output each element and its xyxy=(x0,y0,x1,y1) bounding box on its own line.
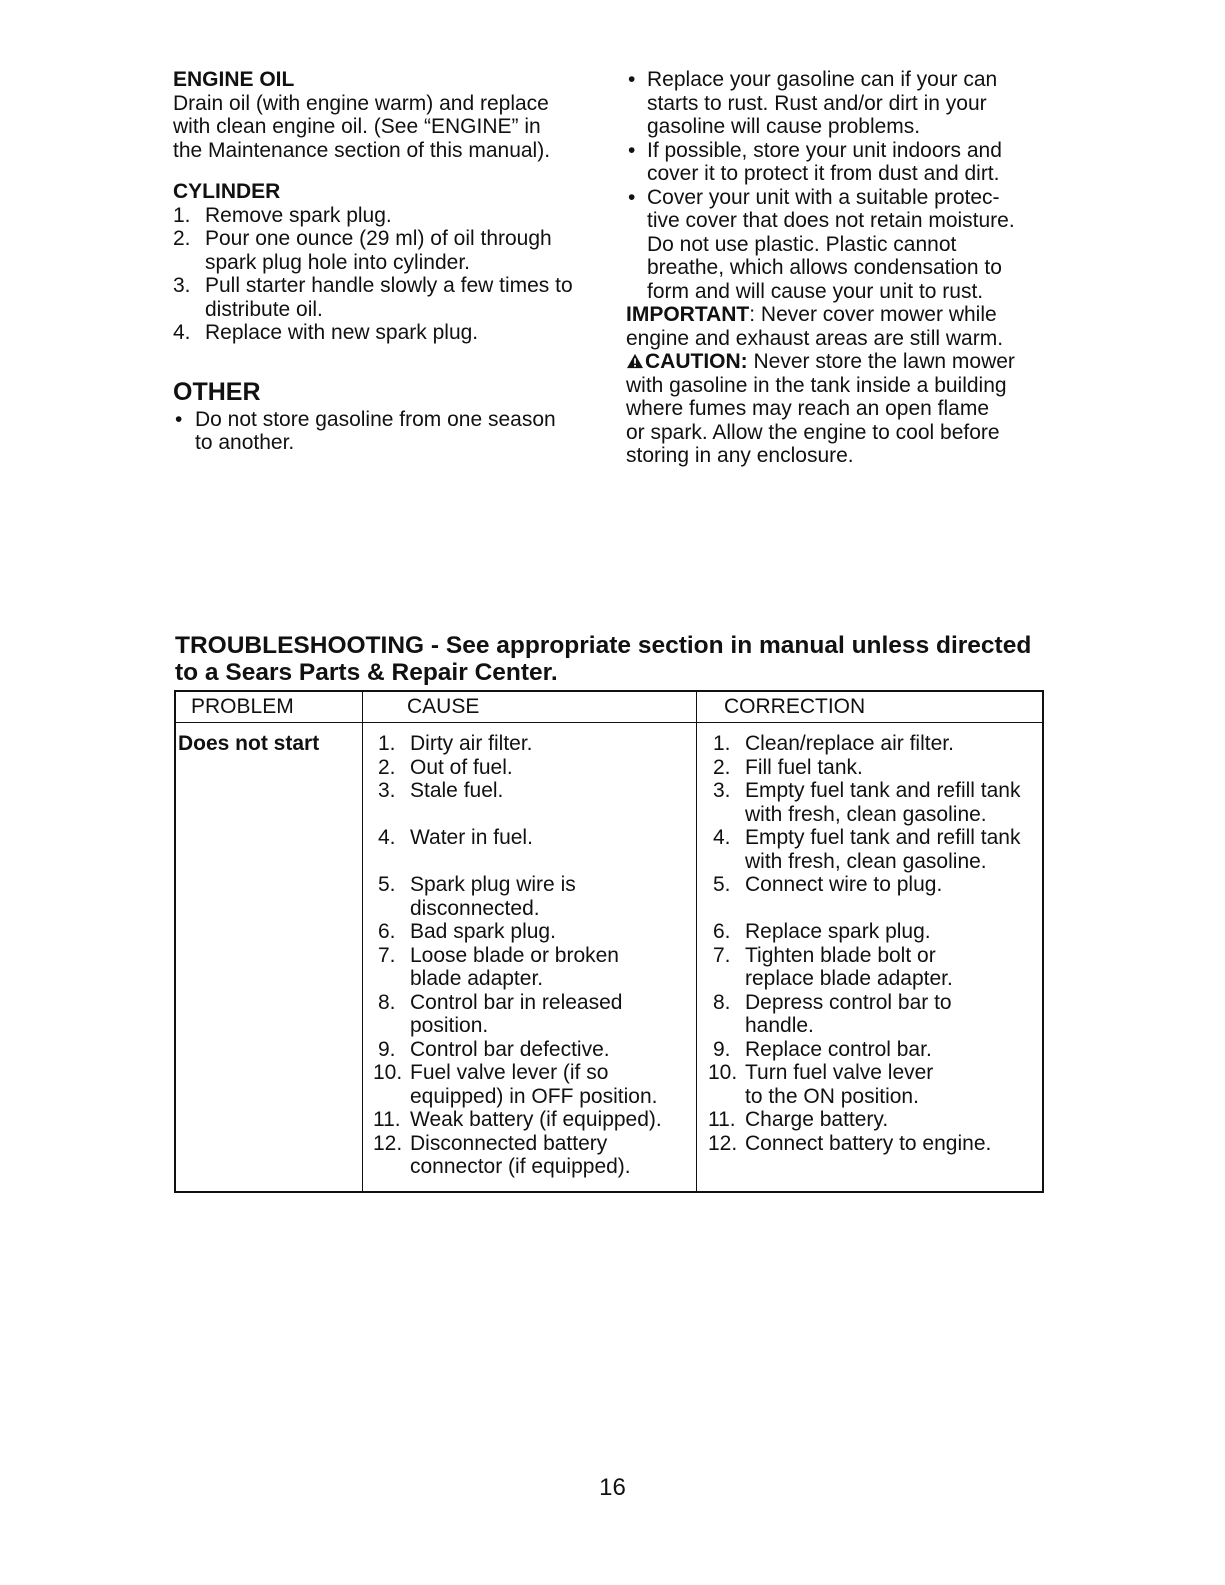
list-item xyxy=(378,826,698,873)
correction-text: Empty fuel tank and refill tank xyxy=(745,826,1021,849)
list-item xyxy=(626,139,1056,186)
cause-text: Out of fuel. xyxy=(410,755,513,779)
bullet-text: If possible, store your unit indoors and xyxy=(647,138,1002,162)
bullet-text: to another. xyxy=(195,431,295,454)
correction-number: 9. xyxy=(713,1037,731,1061)
correction-number: 1. xyxy=(713,732,731,755)
note-text: storing in any enclosure. xyxy=(626,444,854,467)
troubleshooting-table xyxy=(174,690,1044,1193)
step-text: spark plug hole into cylinder. xyxy=(205,250,470,274)
cause-text: Stale fuel. xyxy=(410,779,504,802)
cause-number: 10. xyxy=(373,1061,403,1084)
list-item xyxy=(378,732,698,756)
list-item xyxy=(708,1061,1043,1108)
list-item xyxy=(713,826,1043,873)
cause-text: connector (if equipped). xyxy=(410,1155,631,1178)
list-item xyxy=(713,1038,1043,1062)
right-column xyxy=(626,68,1056,468)
list-item xyxy=(378,779,698,826)
bullet-icon: • xyxy=(628,185,636,209)
list-item xyxy=(378,920,698,944)
correction-text: Turn fuel valve lever xyxy=(745,1061,934,1084)
correction-text: Replace control bar. xyxy=(745,1037,932,1061)
cause-text: disconnected. xyxy=(410,896,540,920)
cause-text: Control bar in released xyxy=(410,990,623,1014)
cause-text: Spark plug wire is xyxy=(410,873,576,896)
bullet-text: starts to rust. Rust and/or dirt in your xyxy=(647,91,987,115)
correction-number: 11. xyxy=(708,1108,736,1131)
list-item xyxy=(713,991,1043,1038)
correction-text: Empty fuel tank and refill tank xyxy=(745,779,1021,802)
cause-text: equipped) in OFF position. xyxy=(410,1084,658,1108)
troubleshooting-title xyxy=(175,632,1055,686)
list-item xyxy=(713,756,1043,780)
cause-number: 7. xyxy=(378,943,396,967)
cause-text: Disconnected battery xyxy=(410,1131,608,1155)
correction-number: 10. xyxy=(708,1061,738,1084)
note-text: or spark. Allow the engine to cool before xyxy=(626,420,1000,444)
caution-note xyxy=(626,350,1056,468)
list-item xyxy=(378,991,698,1038)
bullet-text: Replace your gasoline can if your can xyxy=(647,68,998,91)
engine-oil-heading: ENGINE OIL xyxy=(173,68,295,91)
correction-text: Charge battery. xyxy=(745,1108,889,1131)
list-item xyxy=(173,204,603,228)
warning-triangle-icon xyxy=(626,353,644,369)
header-correction: CORRECTION xyxy=(724,695,866,718)
bullet-text: Do not store gasoline from one season xyxy=(195,407,556,431)
bullet-text: gasoline will cause problems. xyxy=(647,115,921,138)
correction-number: 5. xyxy=(713,873,731,896)
correction-text: Connect battery to engine. xyxy=(745,1131,992,1155)
note-text: where fumes may reach an open flame xyxy=(626,397,990,420)
cause-number: 9. xyxy=(378,1037,396,1061)
cause-number: 2. xyxy=(378,755,396,779)
correction-number: 12. xyxy=(708,1131,738,1155)
correction-text: Clean/replace air filter. xyxy=(745,732,954,755)
cause-text: Loose blade or broken xyxy=(410,943,619,967)
page-number: 16 xyxy=(599,1474,626,1501)
storage-bullets xyxy=(626,68,1056,303)
text-line: with clean engine oil. (See “ENGINE” in xyxy=(173,115,541,138)
list-item xyxy=(713,944,1043,991)
text-line: the Maintenance section of this manual). xyxy=(173,138,551,162)
cause-number: 4. xyxy=(378,826,396,849)
note-text: : Never cover mower while xyxy=(749,303,997,326)
note-text: Never store the lawn mower xyxy=(747,350,1015,373)
list-item xyxy=(173,274,603,321)
cause-text: Control bar defective. xyxy=(410,1037,610,1061)
bullet-text: form and will cause your unit to rust. xyxy=(647,279,984,303)
correction-number: 4. xyxy=(713,826,731,849)
list-item xyxy=(378,873,698,920)
cause-list xyxy=(373,732,698,1179)
list-item xyxy=(713,779,1043,826)
list-item xyxy=(378,1038,698,1062)
problem-cell: Does not start xyxy=(178,732,320,755)
correction-number: 3. xyxy=(713,779,731,802)
list-item xyxy=(173,408,603,455)
left-column xyxy=(173,68,603,455)
correction-text: with fresh, clean gasoline. xyxy=(745,802,987,826)
cause-text: Bad spark plug. xyxy=(410,920,556,943)
cylinder-section xyxy=(173,180,603,345)
note-text: with gasoline in the tank inside a building xyxy=(626,373,1007,397)
list-item xyxy=(373,1061,698,1108)
list-item xyxy=(708,1108,1043,1132)
correction-text: Depress control bar to xyxy=(745,990,952,1014)
step-number: 3. xyxy=(173,274,191,297)
caution-label: CAUTION: xyxy=(645,350,748,373)
step-text: Remove spark plug. xyxy=(205,203,392,227)
list-item xyxy=(626,68,1056,139)
note-text: engine and exhaust areas are still warm. xyxy=(626,326,1004,350)
list-item xyxy=(173,321,603,345)
cause-number: 11. xyxy=(373,1108,401,1131)
correction-text: Tighten blade bolt or xyxy=(745,943,936,967)
step-text: Pull starter handle slowly a few times to xyxy=(205,274,573,297)
other-bullets xyxy=(173,408,603,455)
correction-text: replace blade adapter. xyxy=(745,967,953,990)
header-problem: PROBLEM xyxy=(191,695,294,718)
correction-text: Connect wire to plug. xyxy=(745,873,943,896)
correction-number: 6. xyxy=(713,920,731,943)
list-item xyxy=(173,227,603,274)
correction-text: with fresh, clean gasoline. xyxy=(745,849,987,873)
list-item xyxy=(373,1131,698,1179)
bullet-text: Cover your unit with a suitable protec- xyxy=(647,185,1000,209)
step-number: 2. xyxy=(173,227,191,250)
engine-oil-text xyxy=(173,92,603,163)
correction-text: to the ON position. xyxy=(745,1084,919,1108)
cause-number: 12. xyxy=(373,1131,403,1155)
cause-number: 8. xyxy=(378,990,396,1014)
bullet-icon: • xyxy=(628,68,636,91)
cause-text: position. xyxy=(410,1014,489,1037)
column-divider xyxy=(362,692,363,1191)
other-heading: OTHER xyxy=(173,377,261,406)
list-item xyxy=(378,944,698,991)
correction-text: Replace spark plug. xyxy=(745,920,931,943)
header-cause: CAUSE xyxy=(407,695,480,718)
correction-text: handle. xyxy=(745,1014,814,1037)
title-line: to a Sears Parts & Repair Center. xyxy=(175,659,558,686)
text-line: Drain oil (with engine warm) and replace xyxy=(173,91,549,115)
step-number: 4. xyxy=(173,321,191,344)
other-section xyxy=(173,377,603,455)
list-item xyxy=(373,1108,698,1132)
step-text: Replace with new spark plug. xyxy=(205,321,479,344)
correction-text: Fill fuel tank. xyxy=(745,755,863,779)
title-line: TROUBLESHOOTING - See appropriate section in manual unless directed xyxy=(175,632,1032,659)
list-item xyxy=(626,186,1056,304)
cause-text: Water in fuel. xyxy=(410,826,533,849)
cylinder-heading: CYLINDER xyxy=(173,180,281,203)
cause-number: 6. xyxy=(378,920,396,943)
list-item xyxy=(378,756,698,780)
cause-text: Fuel valve lever (if so xyxy=(410,1061,609,1084)
cause-number: 3. xyxy=(378,779,396,802)
cause-text: Weak battery (if equipped). xyxy=(410,1108,662,1131)
list-item xyxy=(713,873,1043,920)
engine-oil-section xyxy=(173,68,603,162)
correction-list xyxy=(708,732,1043,1155)
header-divider xyxy=(176,722,1042,723)
step-text: distribute oil. xyxy=(205,297,323,321)
correction-number: 2. xyxy=(713,755,731,779)
cylinder-steps xyxy=(173,204,603,345)
step-text: Pour one ounce (29 ml) of oil through xyxy=(205,227,552,250)
important-label: IMPORTANT xyxy=(626,303,750,326)
step-number: 1. xyxy=(173,203,191,227)
cause-text: blade adapter. xyxy=(410,967,544,990)
cause-text: Dirty air filter. xyxy=(410,732,533,755)
important-note xyxy=(626,303,1056,350)
bullet-text: tive cover that does not retain moisture. xyxy=(647,209,1015,232)
bullet-text: cover it to protect it from dust and dirt. xyxy=(647,162,1000,185)
correction-number: 8. xyxy=(713,990,731,1014)
cause-number: 1. xyxy=(378,732,396,755)
list-item xyxy=(713,920,1043,944)
list-item xyxy=(708,1131,1043,1156)
bullet-icon: • xyxy=(628,138,636,162)
bullet-text: Do not use plastic. Plastic cannot xyxy=(647,232,957,256)
list-item xyxy=(713,732,1043,756)
cause-number: 5. xyxy=(378,873,396,896)
correction-number: 7. xyxy=(713,943,731,967)
bullet-icon: • xyxy=(175,407,183,431)
bullet-text: breathe, which allows condensation to xyxy=(647,256,1002,279)
